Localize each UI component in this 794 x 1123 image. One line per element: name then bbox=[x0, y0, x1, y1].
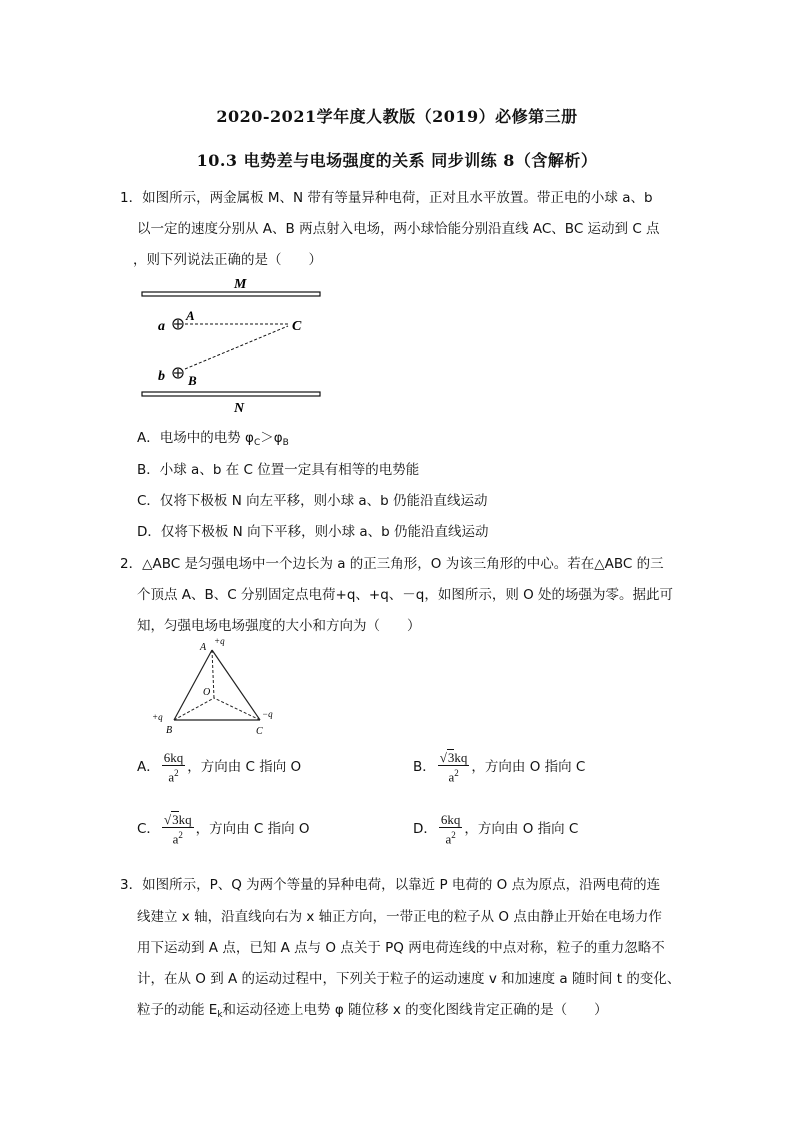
q3-stem-line1: 3．如图所示，P、Q 为两个等量的异种电荷，以靠近 P 电荷的 O 点为原点，沿两电荷的连 bbox=[120, 877, 661, 893]
q1-figure bbox=[136, 272, 332, 420]
page-title-line1: 2020-2021学年度人教版（2019）必修第三册 bbox=[216, 107, 578, 126]
dash-ao bbox=[212, 650, 214, 698]
q3-stem-line2: 线建立 x 轴，沿直线向右为 x 轴正方向，一带正电的粒子从 O 点由静止开始在电场力作 bbox=[137, 909, 662, 925]
center-o-label: O bbox=[203, 687, 211, 698]
q1-option-d[interactable]: D．仅将下极板 N 向下平移，则小球 a、b 仍能沿直线运动 bbox=[137, 524, 489, 540]
q2-stem-line3: 知，匀强电场电场强度的大小和方向为（ ） bbox=[137, 618, 421, 634]
charge-b-label: +q bbox=[152, 712, 163, 722]
point-b-label: B bbox=[188, 373, 197, 388]
path-bc bbox=[185, 326, 288, 369]
q1-stem-line3: ，则下列说法正确的是（ ） bbox=[133, 252, 322, 268]
vertex-b-label: B bbox=[166, 725, 173, 736]
ball-b-label: b bbox=[158, 369, 165, 384]
ball-a-label: a bbox=[158, 319, 165, 334]
q2-stem-line2: 个顶点 A、B、C 分别固定点电荷+q、+q、－q，如图所示，则 O 处的场强为零。据此可 bbox=[137, 587, 674, 603]
plate-n bbox=[142, 392, 320, 396]
q3-stem-line3: 用下运动到 A 点，已知 A 点与 O 点关于 PQ 两电荷连线的中点对称，粒子的重力忽略不 bbox=[137, 940, 665, 956]
q1-option-b[interactable]: B．小球 a、b 在 C 位置一定具有相等的电势能 bbox=[137, 462, 420, 478]
q1-number: 1． bbox=[120, 190, 143, 206]
point-c-label: C bbox=[292, 319, 302, 334]
plate-m-label: M bbox=[234, 277, 247, 292]
charge-c-label: −q bbox=[262, 709, 273, 719]
plate-m bbox=[142, 292, 320, 296]
q1-stem-line2: 以一定的速度分别从 A、B 两点射入电场，两小球恰能分别沿直线 AC、BC 运动到 C 点 bbox=[137, 221, 660, 237]
q1-option-c[interactable]: C．仅将下极板 N 向左平移，则小球 a、b 仍能沿直线运动 bbox=[137, 493, 488, 509]
vertex-a-label: A bbox=[200, 642, 207, 653]
q3-stem-line5: 粒子的动能 $E_k$和运动径迹上电势 φ 随位移 x 的变化图线肯定正确的是（ ） bbox=[137, 1002, 608, 1020]
q2-option-b[interactable]: B． $\frac{√3kq}{a^2}$ ，方向由 O 指向 C bbox=[413, 750, 586, 785]
q2-option-c[interactable]: C． $\frac{√3kq}{a^2}$ ，方向由 C 指向 O bbox=[137, 812, 310, 847]
charge-a-label: +q bbox=[214, 636, 225, 646]
point-a-label: A bbox=[186, 308, 195, 323]
q3-number: 3． bbox=[120, 877, 143, 893]
q2-number: 2． bbox=[120, 556, 143, 572]
plate-n-label: N bbox=[234, 401, 245, 416]
q2-figure bbox=[148, 636, 278, 740]
page-title-line2: 10.3 电势差与电场强度的关系 同步训练 8（含解析） bbox=[196, 151, 598, 170]
q2-option-a[interactable]: A． $\frac{6kq}{a^2}$ ，方向由 C 指向 O bbox=[137, 750, 302, 785]
q2-stem-line1: 2．△ABC 是匀强电场中一个边长为 a 的正三角形，O 为该三角形的中心。若在△ABC 的三 bbox=[120, 556, 664, 572]
q1-option-a[interactable]: A．电场中的电势 $\varphi_C>\varphi_B$ bbox=[137, 430, 289, 448]
q3-stem-line4: 计，在从 O 到 A 的运动过程中，下列关于粒子的运动速度 v 和加速度 a 随时间 t 的变化、 bbox=[137, 971, 681, 987]
vertex-c-label: C bbox=[256, 726, 263, 737]
q1-stem-line1: 1．如图所示，两金属板 M、N 带有等量异种电荷，正对且水平放置。带正电的小球 a、b bbox=[120, 190, 653, 206]
q2-option-d[interactable]: D． $\frac{6kq}{a^2}$ ，方向由 O 指向 C bbox=[413, 812, 579, 847]
triangle-side-ac bbox=[212, 650, 260, 720]
